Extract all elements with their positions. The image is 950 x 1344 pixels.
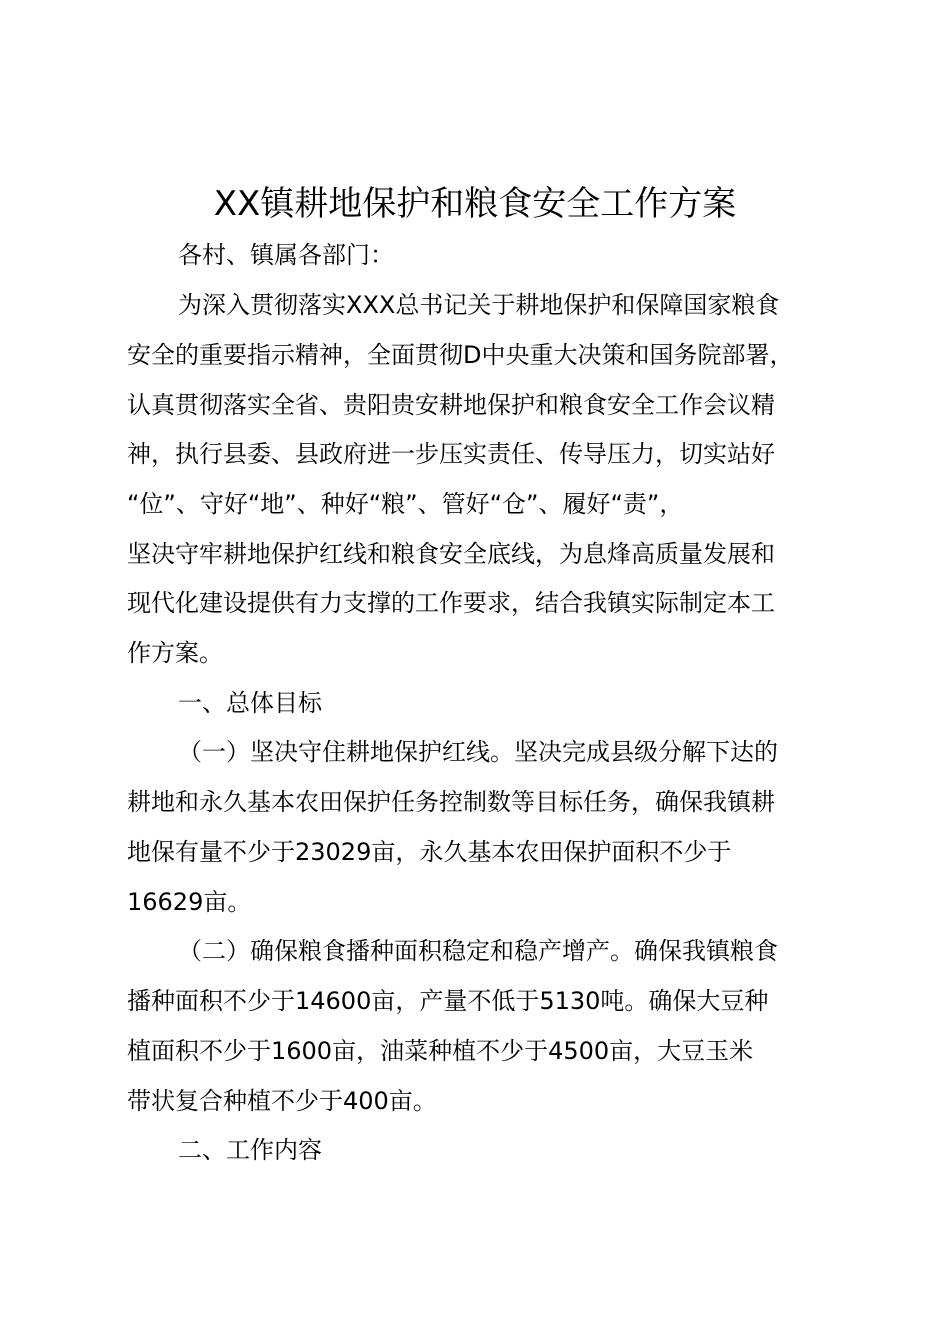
document-title: XX镇耕地保护和粮食安全工作方案: [213, 184, 737, 224]
paragraph-line: 作方案。: [127, 639, 223, 667]
paragraph-line: 现代化建设提供有力支撑的工作要求，结合我镇实际制定本工: [127, 589, 775, 617]
paragraph-line: 带状复合种植不少于400亩。: [127, 1087, 437, 1115]
paragraph-line: 播种面积不少于14600亩，产量不低于5130吨。确保大豆种: [127, 987, 769, 1015]
paragraph-line: 植面积不少于1600亩，油菜种植不少于4500亩，大豆玉米: [127, 1037, 754, 1065]
paragraph-line: 耕地和永久基本农田保护任务控制数等目标任务，确保我镇耕: [127, 788, 775, 816]
section-heading: 二、工作内容: [178, 1136, 322, 1164]
paragraph-line: 坚决守牢耕地保护红线和粮食安全底线，为息烽高质量发展和: [127, 540, 775, 568]
paragraph-line: 安全的重要指示精神，全面贯彻D中央重大决策和国务院部署，: [127, 341, 794, 369]
paragraph-line: “位”、守好“地”、种好“粮”、管好“仓”、履好“责”，: [127, 490, 684, 518]
salutation: 各村、镇属各部门：: [178, 241, 394, 269]
section-heading: 一、总体目标: [178, 689, 322, 717]
paragraph-line: 神，执行县委、县政府进一步压实责任、传导压力，切实站好: [127, 440, 775, 468]
paragraph-line: 为深入贯彻落实XXX总书记关于耕地保护和保障国家粮食: [178, 291, 780, 319]
paragraph-line: 认真贯彻落实全省、贵阳贵安耕地保护和粮食安全工作会议精: [127, 391, 775, 419]
paragraph-line: 地保有量不少于23029亩，永久基本农田保护面积不少于: [127, 838, 732, 866]
paragraph-line: （二）确保粮食播种面积稳定和稳产增产。确保我镇粮食: [178, 937, 778, 965]
paragraph-line: （一）坚决守住耕地保护红线。坚决完成县级分解下达的: [178, 738, 778, 766]
paragraph-line: 16629亩。: [127, 888, 252, 916]
